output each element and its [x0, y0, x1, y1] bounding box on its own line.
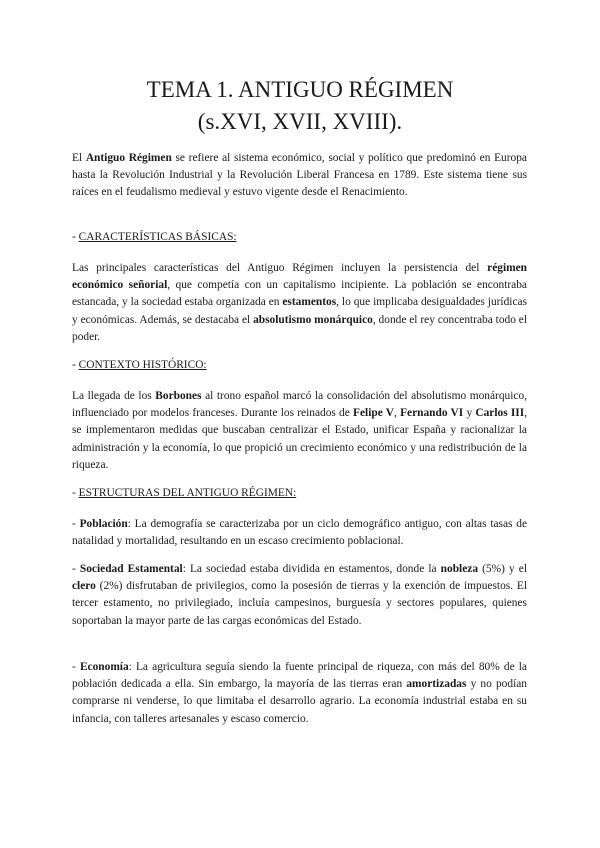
contexto-paragraph: La llegada de los Borbones al trono español marcó la consolidación del absolutismo monárquico, influenciado por modelos franceses. Durante los reinados de Felipe V, Fernando VI y Carlos III, se implementaron medidas que buscaban centralizar el Estado, unificar España y racionalizar la administración y la economía, lo que propició un crecimiento económico y una redistribución de la riqueza.: [72, 390, 528, 471]
section-heading-contexto: - CONTEXTO HISTÓRICO:: [72, 359, 207, 371]
intro-paragraph: El Antiguo Régimen se refiere al sistema económico, social y político que predominó en Europa hasta la Revolución Industrial y la Revolución Liberal Francesa en 1789. Este sistema tiene sus raíces en el feudalismo medieval y estuvo vigente desde el Renacimiento.: [72, 152, 527, 199]
section-heading-caracteristicas: - CARACTERÍSTICAS BÁSICAS:: [72, 231, 237, 243]
poblacion-paragraph: - Población: La demografía se caracterizaba por un ciclo demográfico antiguo, con altas tasas de natalidad y mortalidad, resultando en un escaso crecimiento poblacional.: [72, 518, 527, 548]
section-heading-estructuras: - ESTRUCTURAS DEL ANTIGUO RÉGIMEN:: [72, 487, 297, 499]
page-title: TEMA 1. ANTIGUO RÉGIMEN: [146, 77, 454, 102]
caracteristicas-paragraph: Las principales características del Antiguo Régimen incluyen la persistencia del régimen económico señorial, que competía con un capitalismo incipiente. La población se encontraba estancada, y la sociedad estaba organizada en estamentos, lo que implicaba desigualdades jurídicas y económicas. Además, se destacaba el absolutismo monárquico, donde el rey concentraba todo el poder.: [72, 262, 527, 343]
economia-paragraph: - Economía: La agricultura seguía siendo la fuente principal de riqueza, con más del 80% de la población dedicada a ella. Sin embargo, la mayoría de las tierras eran amortizadas y no podían comprarse ni venderse, lo que limitaba el desarrollo agrario. La economía industrial estaba en su infancia, con talleres artesanales y escaso comercio.: [72, 661, 527, 725]
page-subtitle: (s.XVI, XVII, XVIII).: [197, 109, 403, 134]
sociedad-paragraph: - Sociedad Estamental: La sociedad estaba dividida en estamentos, donde la nobleza (5%) y el clero (2%) disfrutaban de privilegios, como la posesión de tierras y la exención de impuestos. El tercer estamento, no privilegiado, incluía campesinos, burguesía y sectores populares, quienes soportaban la mayor parte de las cargas económicas del Estado.: [72, 563, 527, 627]
